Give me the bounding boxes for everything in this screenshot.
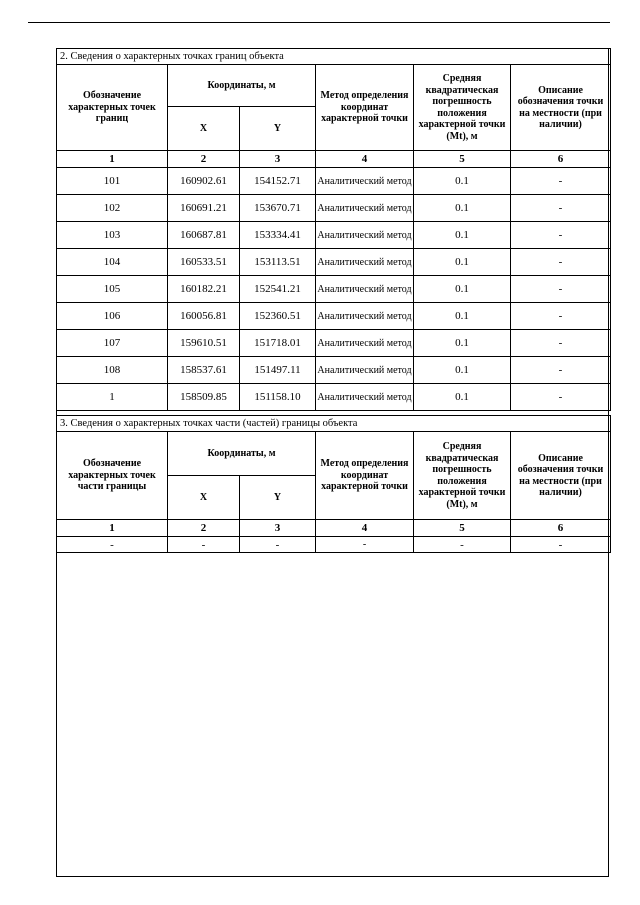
header-method: Метод определения координат характерной точки xyxy=(316,432,414,520)
table-row xyxy=(57,249,611,276)
header-coordinates: Координаты, м xyxy=(168,432,316,476)
table-row xyxy=(57,330,611,357)
table-row xyxy=(57,384,611,411)
table-row xyxy=(57,357,611,384)
cell-x: 160533.51 xyxy=(168,249,240,276)
cell-x: 160902.61 xyxy=(168,168,240,195)
cell-error: - xyxy=(414,537,511,553)
col-number-5: 5 xyxy=(414,151,511,168)
col-number-6: 6 xyxy=(511,520,611,537)
table-row xyxy=(57,195,611,222)
cell-x: 158509.85 xyxy=(168,384,240,411)
cell-error: 0.1 xyxy=(414,303,511,330)
col-number-5: 5 xyxy=(414,520,511,537)
header-error: Средняя квадратическая погрешность положения характерной точки (Mt), м xyxy=(414,65,511,151)
cell-description: - xyxy=(511,249,611,276)
cell-y: 153334.41 xyxy=(240,222,316,249)
cell-y: 151497.11 xyxy=(240,357,316,384)
header-designation: Обозначение характерных точек границ xyxy=(57,65,168,151)
cell-y: 154152.71 xyxy=(240,168,316,195)
cell-y: 152541.21 xyxy=(240,276,316,303)
cell-x: 160182.21 xyxy=(168,276,240,303)
cell-description: - xyxy=(511,276,611,303)
cell-y: 153670.71 xyxy=(240,195,316,222)
cell-description: - xyxy=(511,195,611,222)
header-x: X xyxy=(168,107,240,151)
table-row xyxy=(57,537,611,553)
cell-point: 103 xyxy=(57,222,168,249)
cell-x: 160687.81 xyxy=(168,222,240,249)
cell-error: 0.1 xyxy=(414,222,511,249)
cell-method: - xyxy=(316,537,414,553)
col-number-4: 4 xyxy=(316,151,414,168)
cell-method: Аналитический метод xyxy=(316,195,414,222)
cell-description: - xyxy=(511,222,611,249)
header-x: X xyxy=(168,476,240,520)
cell-error: 0.1 xyxy=(414,357,511,384)
cell-method: Аналитический метод xyxy=(316,249,414,276)
section3-caption: 3. Сведения о характерных точках части (частей) границы объекта xyxy=(57,416,611,432)
header-description: Описание обозначения точки на местности (при наличии) xyxy=(511,65,611,151)
cell-point: 104 xyxy=(57,249,168,276)
col-number-4: 4 xyxy=(316,520,414,537)
cell-method: Аналитический метод xyxy=(316,330,414,357)
cell-error: 0.1 xyxy=(414,276,511,303)
col-number-6: 6 xyxy=(511,151,611,168)
top-rule xyxy=(28,22,610,23)
cell-point: 106 xyxy=(57,303,168,330)
section3-table xyxy=(56,415,611,553)
cell-y: 152360.51 xyxy=(240,303,316,330)
header-designation: Обозначение характерных точек части границы xyxy=(57,432,168,520)
col-number-2: 2 xyxy=(168,520,240,537)
cell-method: Аналитический метод xyxy=(316,384,414,411)
cell-error: 0.1 xyxy=(414,195,511,222)
cell-point: - xyxy=(57,537,168,553)
section2-caption: 2. Сведения о характерных точках границ объекта xyxy=(57,49,611,65)
cell-x: 158537.61 xyxy=(168,357,240,384)
cell-point: 105 xyxy=(57,276,168,303)
cell-point: 107 xyxy=(57,330,168,357)
cell-method: Аналитический метод xyxy=(316,222,414,249)
cell-description: - xyxy=(511,357,611,384)
cell-x: 159610.51 xyxy=(168,330,240,357)
cell-x: - xyxy=(168,537,240,553)
cell-description: - xyxy=(511,384,611,411)
cell-description: - xyxy=(511,537,611,553)
cell-y: - xyxy=(240,537,316,553)
cell-y: 151158.10 xyxy=(240,384,316,411)
cell-point: 108 xyxy=(57,357,168,384)
cell-error: 0.1 xyxy=(414,168,511,195)
section2-table xyxy=(56,48,611,411)
header-y: Y xyxy=(240,107,316,151)
cell-point: 102 xyxy=(57,195,168,222)
col-number-1: 1 xyxy=(57,151,168,168)
cell-method: Аналитический метод xyxy=(316,276,414,303)
cell-point: 101 xyxy=(57,168,168,195)
cell-error: 0.1 xyxy=(414,330,511,357)
table-row xyxy=(57,222,611,249)
col-number-1: 1 xyxy=(57,520,168,537)
table-row xyxy=(57,303,611,330)
cell-error: 0.1 xyxy=(414,384,511,411)
table-row xyxy=(57,168,611,195)
header-description: Описание обозначения точки на местности (при наличии) xyxy=(511,432,611,520)
cell-x: 160691.21 xyxy=(168,195,240,222)
col-number-2: 2 xyxy=(168,151,240,168)
cell-description: - xyxy=(511,330,611,357)
header-method: Метод определения координат характерной точки xyxy=(316,65,414,151)
cell-x: 160056.81 xyxy=(168,303,240,330)
header-y: Y xyxy=(240,476,316,520)
cell-point: 1 xyxy=(57,384,168,411)
col-number-3: 3 xyxy=(240,520,316,537)
header-error: Средняя квадратическая погрешность положения характерной точки (Mt), м xyxy=(414,432,511,520)
cell-description: - xyxy=(511,303,611,330)
cell-error: 0.1 xyxy=(414,249,511,276)
cell-method: Аналитический метод xyxy=(316,357,414,384)
cell-y: 153113.51 xyxy=(240,249,316,276)
col-number-3: 3 xyxy=(240,151,316,168)
cell-description: - xyxy=(511,168,611,195)
cell-method: Аналитический метод xyxy=(316,303,414,330)
cell-y: 151718.01 xyxy=(240,330,316,357)
table-row xyxy=(57,276,611,303)
cell-method: Аналитический метод xyxy=(316,168,414,195)
header-coordinates: Координаты, м xyxy=(168,65,316,107)
